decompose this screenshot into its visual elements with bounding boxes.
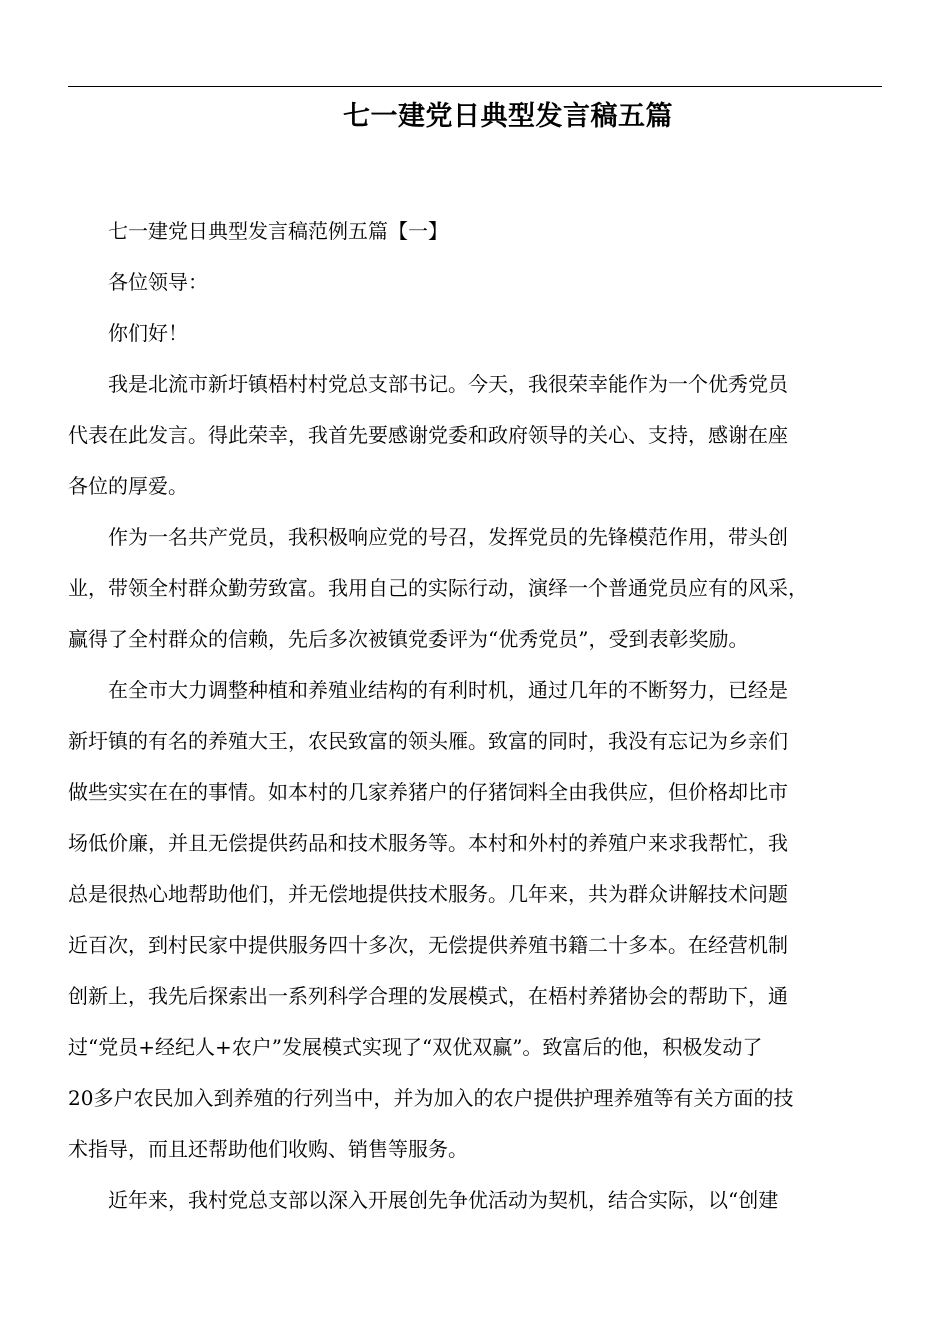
text-line: 我是北流市新圩镇梧村村党总支部书记。今天，我很荣幸能作为一个优秀党员	[108, 372, 788, 396]
header-rule	[68, 86, 882, 87]
text-line: 创新上，我先后探索出一系列科学合理的发展模式，在梧村养猪协会的帮助下，通	[68, 984, 788, 1008]
text-line: 术指导，而且还帮助他们收购、销售等服务。	[68, 1137, 468, 1161]
text-line: 过“党员+经纪人+农户”发展模式实现了“双优双赢”。致富后的他，积极发动了	[68, 1035, 763, 1059]
paragraph-introduction	[68, 359, 888, 512]
text-line: 20多户农民加入到养殖的行列当中，并为加入的农户提供护理养殖等有关方面的技	[68, 1086, 794, 1110]
text-line: 场低价廉，并且无偿提供药品和技术服务等。本村和外村的养殖户来求我帮忙，我	[68, 831, 788, 855]
text-line: 做些实实在在的事情。如本村的几家养猪户的仔猪饲料全由我供应，但价格却比市	[68, 780, 788, 804]
text-line: 你们好！	[108, 321, 188, 345]
text-line: 七一建党日典型发言稿范例五篇【一】	[108, 219, 448, 243]
document-title: 七一建党日典型发言稿五篇	[343, 101, 673, 132]
paragraph-party-member	[68, 512, 888, 665]
text-line: 各位领导：	[108, 270, 208, 294]
text-line: 作为一名共产党员，我积极响应党的号召，发挥党员的先锋模范作用，带头创	[108, 525, 788, 549]
paragraph-salutation	[68, 257, 888, 308]
text-line: 在全市大力调整种植和养殖业结构的有利时机，通过几年的不断努力，已经是	[108, 678, 788, 702]
paragraph-achievements	[68, 665, 888, 1175]
paragraph-recent-years	[68, 1175, 888, 1226]
document-body	[68, 206, 888, 1226]
text-line: 各位的厚爱。	[68, 474, 188, 498]
text-line: 赢得了全村群众的信赖，先后多次被镇党委评为“优秀党员”，受到表彰奖励。	[68, 627, 749, 651]
text-line: 近百次，到村民家中提供服务四十多次，无偿提供养殖书籍二十多本。在经营机制	[68, 933, 788, 957]
text-line: 新圩镇的有名的养殖大王，农民致富的领头雁。致富的同时，我没有忘记为乡亲们	[68, 729, 788, 753]
text-line: 总是很热心地帮助他们，并无偿地提供技术服务。几年来，共为群众讲解技术问题	[68, 882, 788, 906]
text-line: 代表在此发言。得此荣幸，我首先要感谢党委和政府领导的关心、支持，感谢在座	[68, 423, 788, 447]
text-line: 近年来，我村党总支部以深入开展创先争优活动为契机，结合实际，以“创建	[108, 1188, 779, 1212]
paragraph-section-heading	[68, 206, 888, 257]
paragraph-greeting	[68, 308, 888, 359]
text-line: 业，带领全村群众勤劳致富。我用自己的实际行动，演绎一个普通党员应有的风采，	[68, 576, 808, 600]
